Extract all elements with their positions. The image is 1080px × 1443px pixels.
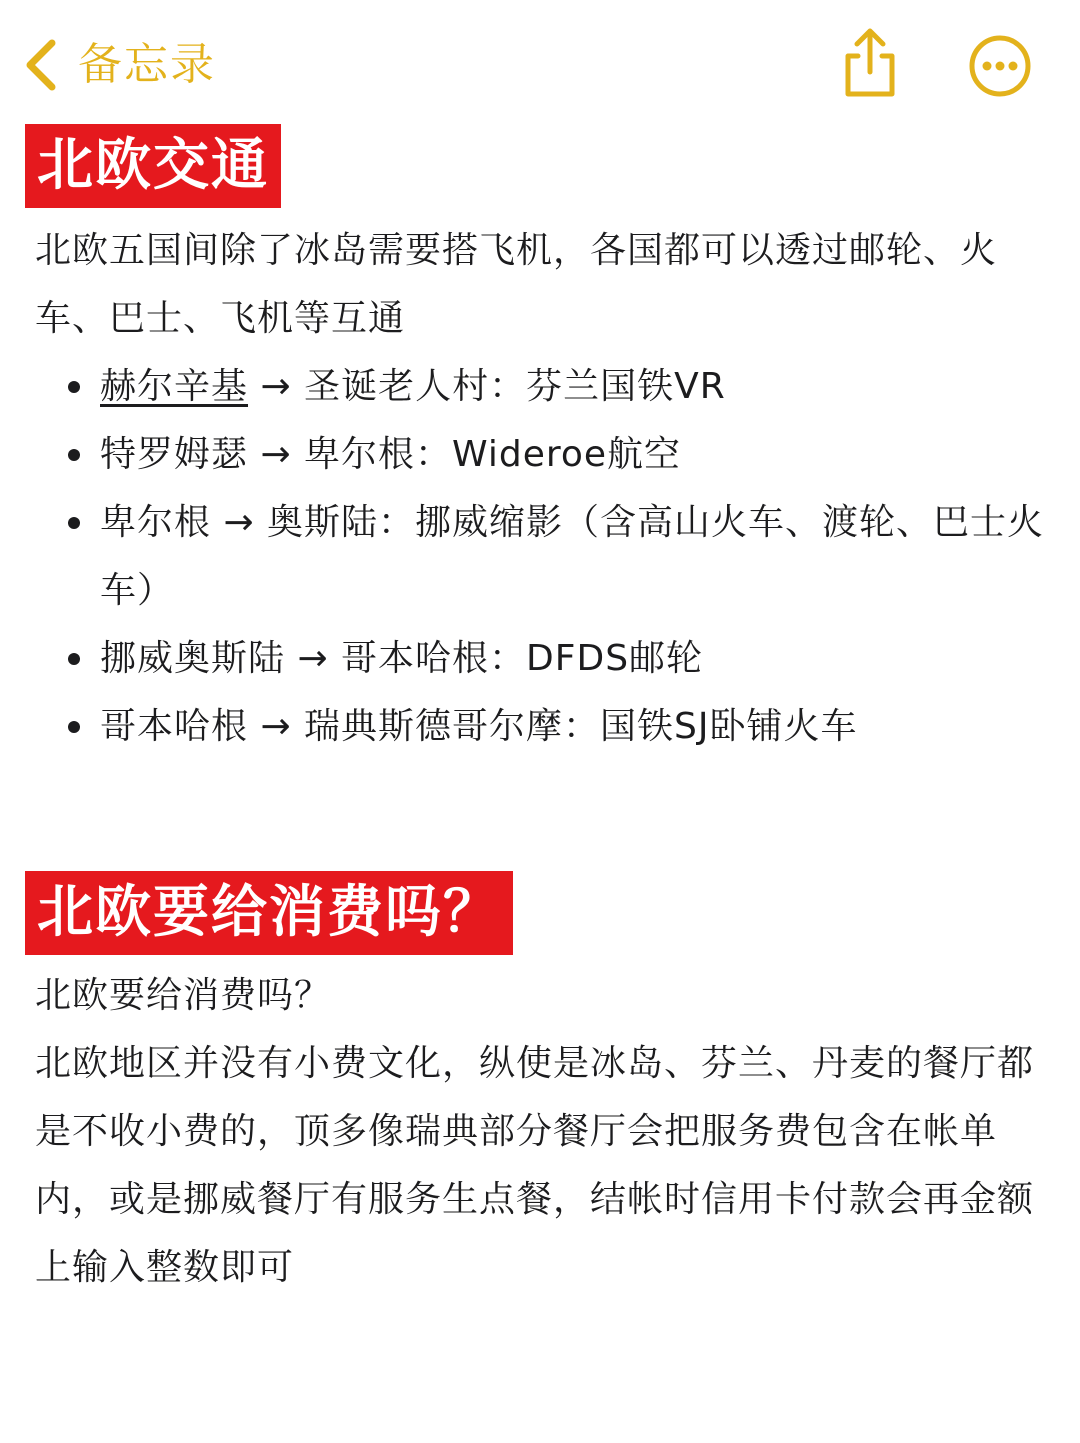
tipping-question: 北欧要给消费吗？ bbox=[35, 975, 332, 1016]
list-item bbox=[0, 625, 1060, 693]
ellipsis-circle-icon bbox=[968, 83, 1032, 102]
list-item bbox=[0, 693, 1060, 761]
chevron-left-icon bbox=[20, 35, 60, 95]
tipping-body: 北欧地区并没有小费文化，纵使是冰岛、芬兰、丹麦的餐厅都是不收小费的，顶多像瑞典部分餐厅会把服务费包含在帐单内，或是挪威餐厅有服务生点餐，结帐时信用卡付款会再金额上输入整数即可 bbox=[35, 1043, 1035, 1288]
route-text: 特罗姆瑟 → 卑尔根：Wideroe航空 bbox=[100, 434, 682, 475]
bullet-dot bbox=[68, 381, 80, 393]
share-button[interactable] bbox=[838, 26, 902, 100]
bullet-dot bbox=[68, 449, 80, 461]
route-text: → 圣诞老人村：芬兰国铁VR bbox=[248, 366, 726, 407]
back-button[interactable] bbox=[20, 30, 216, 100]
route-text: 卑尔根 → 奥斯陆：挪威缩影（含高山火车、渡轮、巴士火车） bbox=[100, 502, 1045, 611]
share-icon bbox=[838, 85, 902, 104]
bullet-dot bbox=[68, 517, 80, 529]
transport-route-list bbox=[0, 353, 1060, 761]
route-text: 哥本哈根 → 瑞典斯德哥尔摩：国铁SJ卧铺火车 bbox=[100, 706, 858, 747]
route-text: 挪威奥斯陆 → 哥本哈根：DFDS邮轮 bbox=[100, 638, 704, 679]
transport-intro: 北欧五国间除了冰岛需要搭飞机，各国都可以透过邮轮、火车、巴士、飞机等互通 bbox=[35, 230, 998, 339]
bullet-dot bbox=[68, 653, 80, 665]
list-item bbox=[0, 489, 1060, 625]
more-options-button[interactable] bbox=[968, 34, 1032, 98]
section-heading-tipping: 北欧要给消费吗？ bbox=[25, 871, 513, 955]
list-item bbox=[0, 421, 1060, 489]
bullet-dot bbox=[68, 721, 80, 733]
section-heading-transport: 北欧交通 bbox=[25, 124, 281, 208]
helsinki-link[interactable]: 赫尔辛基 bbox=[100, 366, 249, 407]
list-item bbox=[0, 353, 1060, 421]
navigation-bar bbox=[0, 0, 1080, 120]
back-button-label: 备忘录 bbox=[78, 39, 216, 90]
